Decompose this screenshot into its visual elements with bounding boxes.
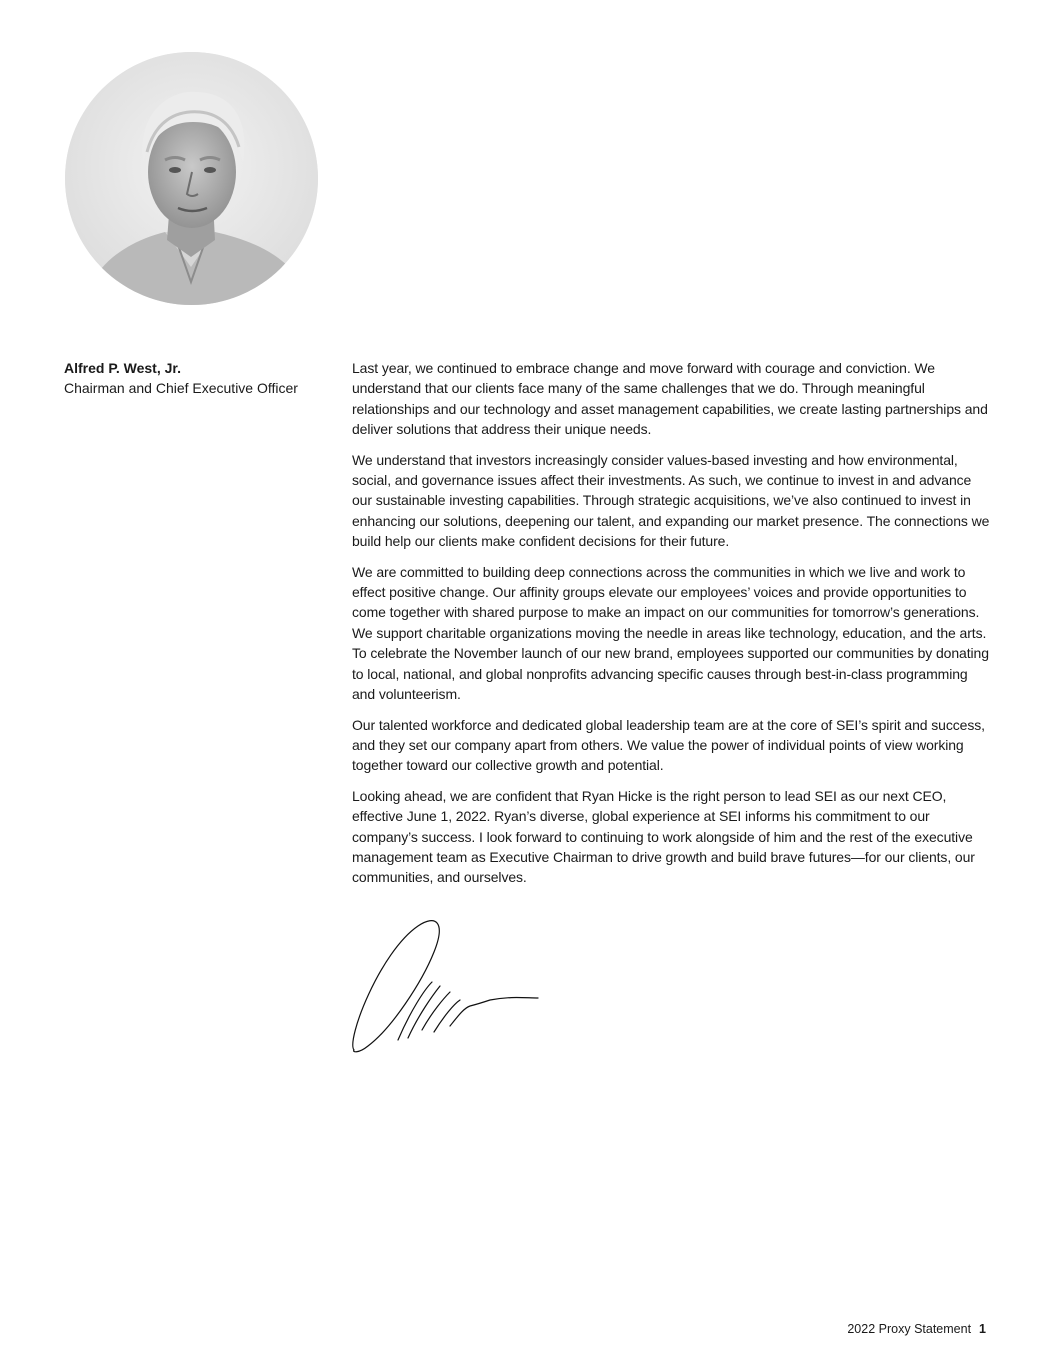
author-portrait (65, 52, 318, 305)
author-name: Alfred P. West, Jr. (64, 360, 181, 376)
letter-paragraph: Looking ahead, we are confident that Ryan Hicke is the right person to lead SEI as our next CEO, effective June 1, 2022. Ryan’s diverse, global experience at SEI informs his commitment to our company’s success. I look forward to continuing to work alongside of him and the rest of the executive management team as Executive Chairman to drive growth and build brave futures—for our clients, our communities, and ourselves. (352, 787, 975, 886)
letter-body (352, 358, 992, 898)
letter-paragraph: We are committed to building deep connections across the communities in which we live and work to effect positive change. Our affinity groups elevate our employees’ voices and provide opportunities to come together with shared purpose to make an impact on our communities for tomorrow’s generations. We support charitable organizations moving the needle in areas like technology, education, and the arts. To celebrate the November launch of our new brand, employees supported our communities by donating to local, national, and global nonprofits advancing specific causes through best-in-class programming and volunteerism. (352, 563, 989, 703)
page-number: 1 (979, 1322, 986, 1336)
author-block (64, 358, 334, 398)
letter-paragraph: We understand that investors increasingly consider values-based investing and how environmental, social, and governance issues affect their investments. As such, we continue to invest in and advance our sustainable investing capabilities. Through strategic acquisitions, we’ve also continued to invest in enhancing our solutions, deepening our talent, and expanding our market presence. The connections we build help our clients make confident decisions for their future. (352, 451, 990, 550)
letter-paragraph: Last year, we continued to embrace change and move forward with courage and conviction. We understand that our clients face many of the same challenges that we do. Through meaningful relationships and our technology and asset management capabilities, we create lasting partnerships and deliver solutions that address their unique needs. (352, 360, 988, 438)
author-title: Chairman and Chief Executive Officer (64, 380, 298, 396)
footer-label: 2022 Proxy Statement (847, 1322, 972, 1336)
handwritten-signature (340, 912, 550, 1062)
letter-paragraph: Our talented workforce and dedicated global leadership team are at the core of SEI’s spirit and success, and they set our company apart from others. We value the power of individual points of view working together toward our collective growth and potential. (352, 716, 985, 774)
page-footer (847, 1321, 986, 1337)
